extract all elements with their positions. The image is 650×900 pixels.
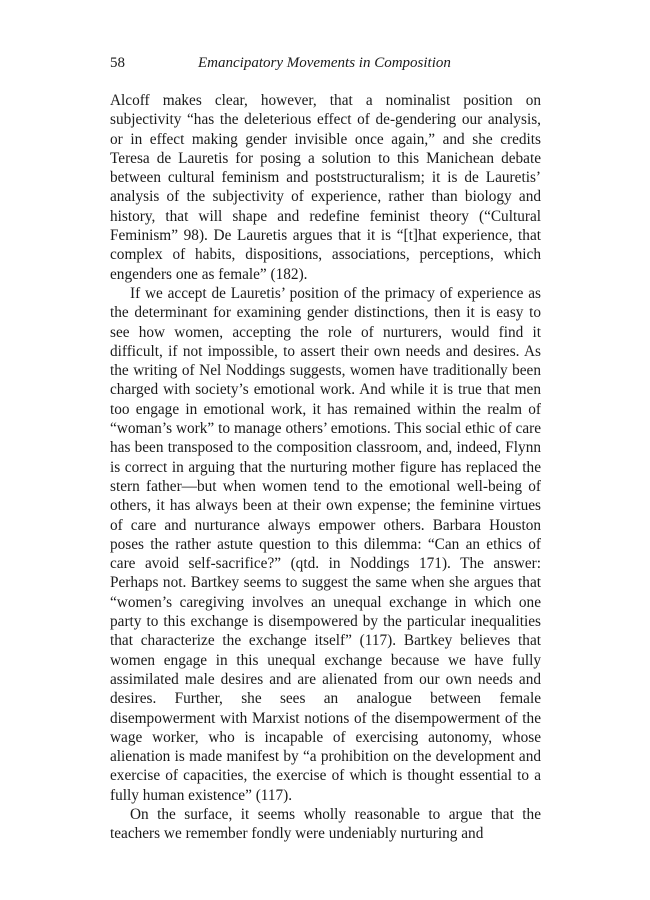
page-number: 58 [110,55,125,71]
paragraph-3: On the surface, it seems wholly reasonable to argue that the teachers we remember fondly were undeniably nurturing and [110,805,541,843]
paragraph-1: Alcoff makes clear, however, that a nominalist position on subjectivity “has the deleterious effect of de-gendering our analysis, or in effect making gender invisible once again,” and she credits Teresa de Lauretis for posing a solution to this Manichean debate between cultural feminism and poststructuralism; it is de Lauretis’ analysis of the subjectivity of experience, rather than biology and history, that will shape and redefine feminist theory (“Cultural Feminism” 98). De Lauretis argues that it is “[t]hat experience, that complex of habits, dispositions, associations, perceptions, which engenders one as female” (182). [110,92,541,283]
paragraph-2: If we accept de Lauretis’ position of the primacy of experience as the determinant for examining gender distinctions, then it is easy to see how women, accepting the role of nurturers, would find it difficult, if not impossible, to assert their own needs and desires. As the writing of Nel Noddings suggests, women have traditionally been charged with society’s emotional work. And while it is true that men too engage in emotional work, it has remained within the realm of “woman’s work” to manage others’ emotions. This social ethic of care has been transposed to the composition classroom, and, indeed, Flynn is correct in arguing that the nurturing mother figure has replaced the stern father—but when women tend to the emotional well-being of others, it has always been at their own expense; the feminine virtues of care and nurturance always empower others. Barbara Houston poses the rather astute question to this dilemma: “Can an ethics of care avoid self-sacrifice?” (qtd. in Noddings 171). The answer: Perhaps not. Bartkey seems to suggest the same when she argues that “women’s caregiving involves an unequal exchange in which one party to this exchange is disempowered by the particular inequalities that characterize the exchange itself” (117). Bartkey believes that women engage in this unequal exchange because we have fully assimilated male desires and are alienated from our own needs and desires. Further, she sees an analogue between female disempowerment with Marxist notions of the disempowerment of the wage worker, who is incapable of exercising autonomy, whose alienation is made manifest by “a prohibition on the development and exercise of capacities, the exercise of which is thought essential to a fully human existence” (117). [110,284,541,804]
running-head [110,53,541,73]
body-text [110,91,541,844]
running-title: Emancipatory Movements in Composition [198,55,451,71]
